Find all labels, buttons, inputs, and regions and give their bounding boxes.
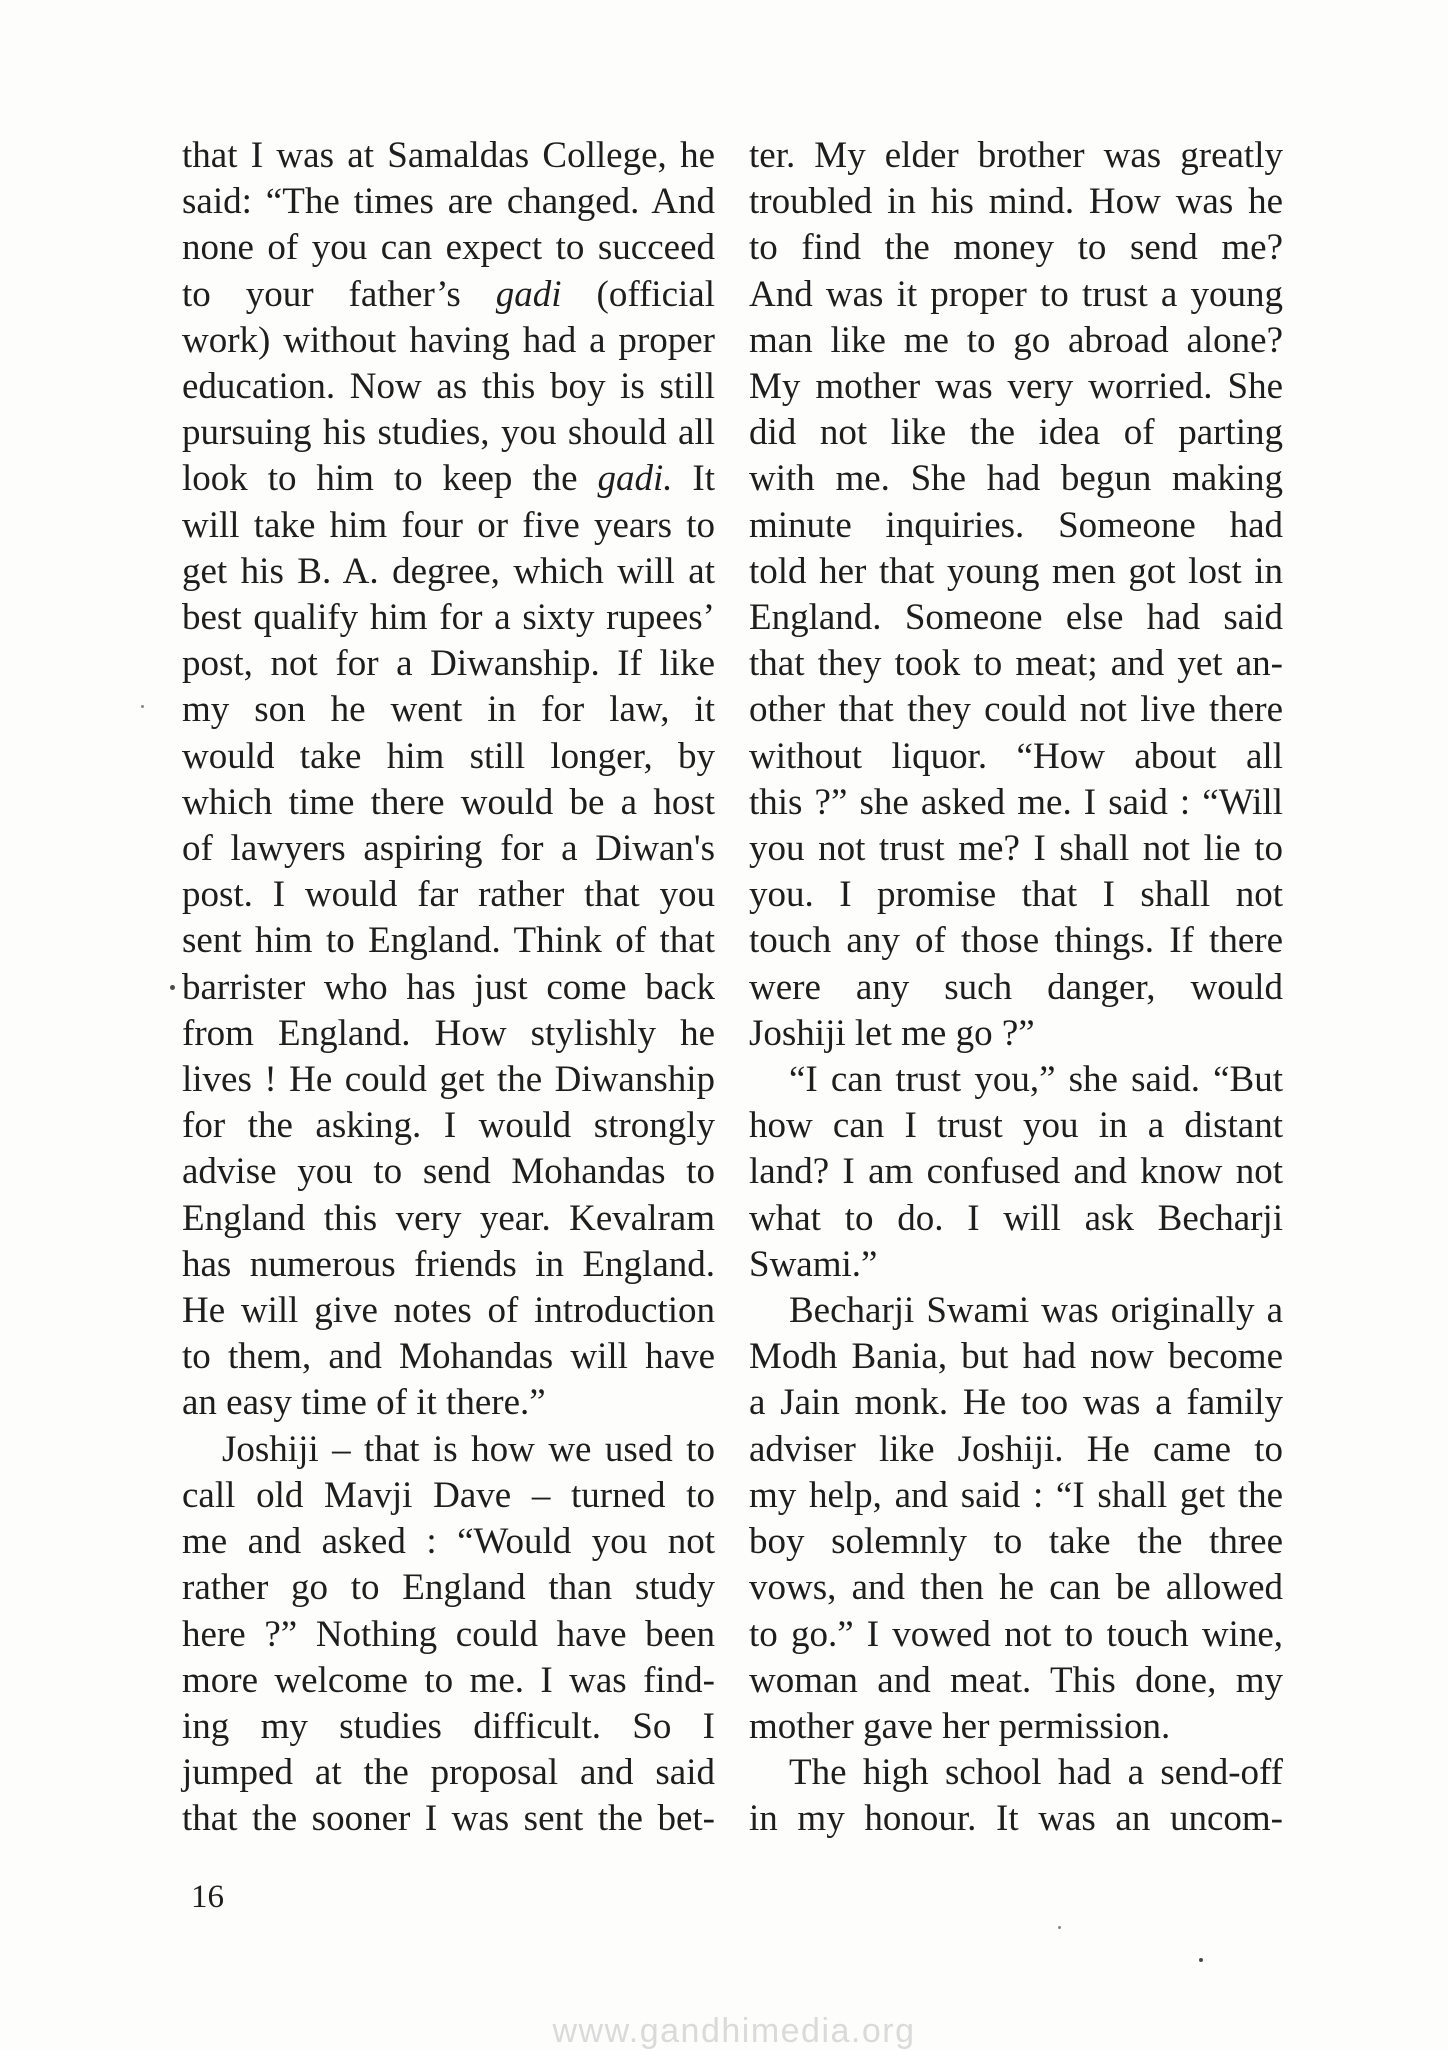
text-line xyxy=(749,1334,1283,1380)
text-line xyxy=(182,456,715,502)
text-line xyxy=(749,225,1283,271)
line-text: Joshiji let me go ?” xyxy=(749,1012,1035,1054)
line-text: boy solemnly to take the three xyxy=(749,1521,1283,1563)
text-line xyxy=(182,1103,715,1149)
line-text: were any such danger, would xyxy=(749,966,1283,1008)
line-text: The high school had a send-off xyxy=(789,1752,1283,1794)
line-text: Swami.” xyxy=(749,1243,878,1285)
text-line xyxy=(182,1473,715,1519)
line-text: call old Mavji Dave – turned to xyxy=(182,1474,715,1516)
line-text: England. Someone else had said xyxy=(749,597,1283,639)
line-text: mother gave her permission. xyxy=(749,1705,1171,1747)
line-text: would take him still longer, by xyxy=(182,735,715,777)
line-text: did not like the idea of parting xyxy=(749,412,1283,454)
text-line xyxy=(749,410,1283,456)
line-text: none of you can expect to succeed xyxy=(182,227,715,269)
text-line xyxy=(749,1380,1283,1426)
line-text: to your father’s xyxy=(182,273,496,315)
text-line xyxy=(749,780,1283,826)
text-line xyxy=(182,1242,715,1288)
line-text: “I can trust you,” she said. “But xyxy=(789,1059,1283,1101)
text-line xyxy=(182,872,715,918)
text-line xyxy=(182,318,715,364)
text-line xyxy=(182,1796,715,1842)
line-text: woman and meat. This done, my xyxy=(749,1659,1283,1701)
text-line xyxy=(182,1149,715,1195)
text-line xyxy=(182,734,715,780)
text-line xyxy=(749,272,1283,318)
line-text: my son he went in for law, it xyxy=(182,689,715,731)
line-text: this ?” she asked me. I said : “Will xyxy=(749,781,1283,823)
line-text: how can I trust you in a distant xyxy=(749,1105,1283,1147)
text-line xyxy=(182,549,715,595)
line-text: said: “The times are changed. And xyxy=(182,181,715,223)
line-text: which time there would be a host xyxy=(182,781,715,823)
text-line xyxy=(749,133,1283,179)
line-text: Modh Bania, but had now become xyxy=(749,1336,1283,1378)
line-text: that I was at Samaldas College, he xyxy=(182,135,715,176)
line-text: in my honour. It was an uncom- xyxy=(749,1798,1283,1840)
line-text: to them, and Mohandas will have xyxy=(182,1336,715,1378)
text-line xyxy=(182,595,715,641)
line-text: from England. How stylishly he xyxy=(182,1012,715,1054)
line-text: ter. My elder brother was greatly xyxy=(749,135,1283,176)
line-text: best qualify him for a sixty rupees’ xyxy=(182,597,715,639)
italic-term: gadi. xyxy=(597,458,673,500)
text-line xyxy=(182,780,715,826)
text-line xyxy=(749,179,1283,225)
text-line xyxy=(749,595,1283,641)
line-text: advise you to send Mohandas to xyxy=(182,1151,715,1193)
text-line xyxy=(182,1750,715,1796)
line-text: with me. She had begun making xyxy=(749,458,1283,500)
line-text: an easy time of it there.” xyxy=(182,1382,546,1424)
text-line xyxy=(182,133,715,179)
scan-speck xyxy=(141,705,144,708)
text-line xyxy=(749,1103,1283,1149)
line-text: work) without having had a proper xyxy=(182,319,715,361)
line-text: post. I would far rather that you xyxy=(182,874,715,916)
text-line xyxy=(749,503,1283,549)
scan-speck xyxy=(1199,1958,1203,1962)
line-text: minute inquiries. Someone had xyxy=(749,504,1283,546)
line-text: will take him four or five years to xyxy=(182,504,715,546)
line-text: man like me to go abroad alone? xyxy=(749,319,1283,361)
text-line xyxy=(182,826,715,872)
line-text: other that they could not live there xyxy=(749,689,1283,731)
line-text: to find the money to send me? xyxy=(749,227,1283,269)
line-text: pursuing his studies, you should all xyxy=(182,412,715,454)
text-line xyxy=(749,549,1283,595)
line-text: lives ! He could get the Diwanship xyxy=(182,1059,715,1101)
text-line xyxy=(182,1612,715,1658)
text-line xyxy=(182,641,715,687)
watermark: www.gandhimedia.org xyxy=(552,2012,916,2050)
line-text: (official xyxy=(561,273,715,315)
line-text: adviser like Joshiji. He came to xyxy=(749,1428,1283,1470)
line-text: post, not for a Diwanship. If like xyxy=(182,643,715,685)
line-text: a Jain monk. He too was a family xyxy=(749,1382,1283,1424)
text-line xyxy=(182,1011,715,1057)
line-text: without liquor. “How about all xyxy=(749,735,1283,777)
line-text: touch any of those things. If there xyxy=(749,920,1283,962)
line-text: And was it proper to trust a young xyxy=(749,273,1283,315)
text-line xyxy=(749,1242,1283,1288)
line-text: England this very year. Kevalram xyxy=(182,1197,715,1239)
text-line xyxy=(182,1704,715,1750)
page-number: 16 xyxy=(191,1879,224,1915)
line-text: ing my studies difficult. So I xyxy=(182,1705,715,1747)
text-line xyxy=(749,1796,1283,1842)
line-text: here ?” Nothing could have been xyxy=(182,1613,715,1655)
text-line xyxy=(749,1057,1283,1103)
text-line xyxy=(182,225,715,271)
scan-speck xyxy=(1058,1926,1061,1929)
text-line xyxy=(749,918,1283,964)
text-line xyxy=(182,1288,715,1334)
line-text: for the asking. I would strongly xyxy=(182,1105,715,1147)
line-text: get his B. A. degree, which will at xyxy=(182,550,715,592)
line-text: you not trust me? I shall not lie to xyxy=(749,828,1283,870)
right-text-column xyxy=(749,133,1283,1843)
text-line xyxy=(749,364,1283,410)
text-line xyxy=(749,687,1283,733)
text-line xyxy=(749,456,1283,502)
text-line xyxy=(749,1288,1283,1334)
text-line xyxy=(182,364,715,410)
line-text: sent him to England. Think of that xyxy=(182,920,715,962)
scan-speck xyxy=(170,985,175,990)
line-text: barrister who has just come back xyxy=(182,966,715,1008)
line-text: you. I promise that I shall not xyxy=(749,874,1283,916)
text-line xyxy=(182,687,715,733)
text-line xyxy=(182,1565,715,1611)
text-line xyxy=(182,179,715,225)
line-text: that the sooner I was sent the bet- xyxy=(182,1798,715,1840)
text-line xyxy=(749,1011,1283,1057)
line-text: land? I am confused and know not xyxy=(749,1151,1283,1193)
text-line xyxy=(182,503,715,549)
line-text: troubled in his mind. How was he xyxy=(749,181,1283,223)
italic-term: gadi xyxy=(495,273,562,315)
line-text: of lawyers aspiring for a Diwan's xyxy=(182,828,715,870)
text-line xyxy=(749,1427,1283,1473)
text-line xyxy=(749,826,1283,872)
line-text: that they took to meat; and yet an- xyxy=(749,643,1283,685)
text-line xyxy=(749,1149,1283,1195)
text-line xyxy=(749,1519,1283,1565)
text-line xyxy=(182,1427,715,1473)
line-text: to go.” I vowed not to touch wine, xyxy=(749,1613,1283,1655)
line-text: vows, and then he can be allowed xyxy=(749,1567,1283,1609)
text-line xyxy=(182,272,715,318)
text-line xyxy=(749,1612,1283,1658)
line-text: jumped at the proposal and said xyxy=(182,1752,715,1794)
text-line xyxy=(182,1519,715,1565)
text-line xyxy=(749,1565,1283,1611)
line-text: more welcome to me. I was find- xyxy=(182,1659,715,1701)
text-line xyxy=(749,1658,1283,1704)
text-line xyxy=(749,734,1283,780)
text-line xyxy=(749,1704,1283,1750)
line-text: education. Now as this boy is still xyxy=(182,366,715,408)
text-line xyxy=(749,641,1283,687)
text-line xyxy=(749,1196,1283,1242)
line-text: what to do. I will ask Becharji xyxy=(749,1197,1283,1239)
line-text: has numerous friends in England. xyxy=(182,1243,715,1285)
text-line xyxy=(182,1380,715,1426)
text-line xyxy=(182,1658,715,1704)
text-line xyxy=(182,1057,715,1103)
text-line xyxy=(749,1473,1283,1519)
left-text-column xyxy=(182,133,715,1843)
line-text: Becharji Swami was originally a xyxy=(789,1290,1283,1332)
text-line xyxy=(749,872,1283,918)
text-line xyxy=(182,1334,715,1380)
line-text: rather go to England than study xyxy=(182,1567,715,1609)
text-line xyxy=(182,965,715,1011)
text-line xyxy=(749,1750,1283,1796)
line-text: me and asked : “Would you not xyxy=(182,1521,715,1563)
line-text: My mother was very worried. She xyxy=(749,366,1283,408)
line-text: look to him to keep the xyxy=(182,458,598,500)
text-line xyxy=(182,1196,715,1242)
line-text: He will give notes of introduction xyxy=(182,1290,715,1332)
line-text: It xyxy=(672,458,715,500)
text-line xyxy=(182,410,715,456)
text-line xyxy=(749,965,1283,1011)
text-line xyxy=(182,918,715,964)
text-line xyxy=(749,318,1283,364)
line-text: told her that young men got lost in xyxy=(749,550,1283,592)
line-text: Joshiji – that is how we used to xyxy=(222,1428,715,1470)
line-text: my help, and said : “I shall get the xyxy=(749,1474,1283,1516)
